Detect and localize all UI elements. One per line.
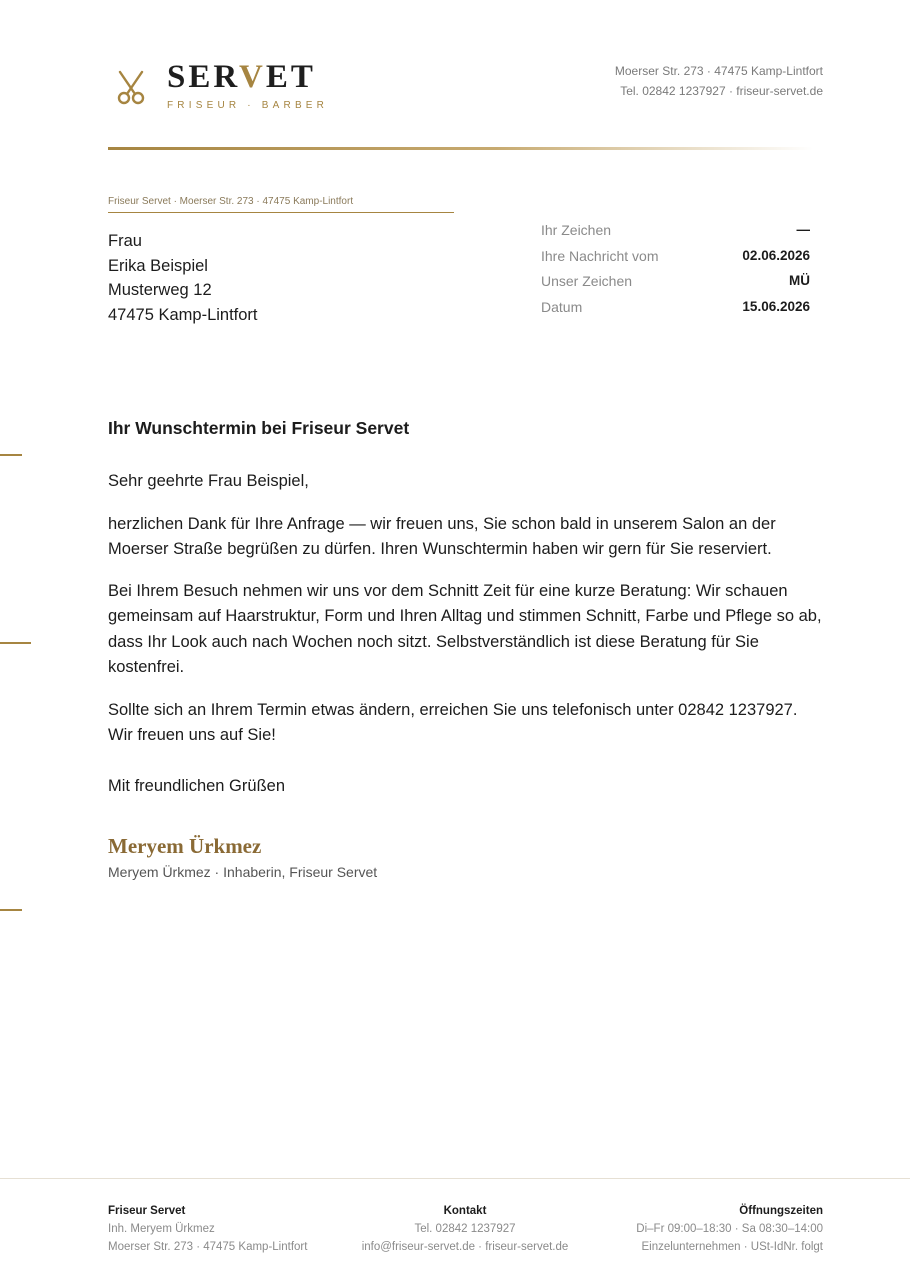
footer-line: Einzelunternehmen · USt-IdNr. folgt <box>641 1241 823 1253</box>
ref-label: Ihre Nachricht vom <box>541 247 659 264</box>
scissors-icon <box>116 70 148 106</box>
brand-logo-text <box>167 58 316 96</box>
brand-text-start: SER <box>167 59 240 95</box>
ref-value: 02.06.2026 <box>742 247 810 263</box>
ref-row-ihr-zeichen <box>541 219 810 245</box>
header-contact: Tel. 02842 1237927 · friseur-servet.de <box>620 84 823 98</box>
ref-row-unser-zeichen <box>541 270 810 296</box>
letter-paragraph: herzlichen Dank für Ihre Anfrage — wir freuen uns, Sie schon bald in unserem Salon an der Moerser Straße begrüßen zu dürfen. Ihren Wunschtermin haben wir gern für Sie reserviert. <box>108 515 776 559</box>
letter-subject: Ihr Wunschtermin bei Friseur Servet <box>108 418 410 438</box>
footer-line: info@friseur-servet.de · friseur-servet.de <box>361 1241 569 1253</box>
footer-company <box>108 1202 307 1256</box>
signer-role: Meryem Ürkmez · Inhaberin, Friseur Servet <box>108 864 378 880</box>
footer-heading: Friseur Servet <box>108 1205 186 1217</box>
fold-mark-bottom <box>0 909 22 911</box>
footer-hours <box>636 1202 823 1256</box>
brand-tagline: FRISEUR · BARBER <box>167 100 329 111</box>
fold-mark-top <box>0 454 22 456</box>
letter-paragraph: Bei Ihrem Besuch nehmen wir uns vor dem Schnitt Zeit für eine kurze Beratung: Wir schauen gemeinsam auf Haarstruktur, Form und Ihren Alltag und stimmen Schnitt, Farbe und Pflege so ab, dass Ihr Look auch nach Wochen noch sitzt. Selbstverständlich ist diese Beratung für Sie kostenfrei. <box>108 582 822 676</box>
ref-value: 15.06.2026 <box>742 298 810 314</box>
footer-divider <box>0 1178 910 1179</box>
ref-value: — <box>796 222 810 237</box>
letter-paragraph: Sollte sich an Ihrem Termin etwas ändern, erreichen Sie uns telefonisch unter 02842 1237927. Wir freuen uns auf Sie! <box>108 701 798 745</box>
recipient-name: Erika Beispiel <box>108 256 208 275</box>
letter-greeting: Sehr geehrte Frau Beispiel, <box>108 472 309 490</box>
brand-text-end: ET <box>265 59 316 95</box>
brand-text-accent: V <box>239 59 266 95</box>
ref-label: Ihr Zeichen <box>541 222 612 238</box>
header-address: Moerser Str. 273 · 47475 Kamp-Lintfort <box>614 64 823 78</box>
signature: Meryem Ürkmez <box>108 834 262 858</box>
sender-return-line: Friseur Servet · Moerser Str. 273 · 47475 Kamp-Lintfort <box>108 196 454 213</box>
ref-row-datum <box>541 296 810 322</box>
punch-mark <box>0 642 31 644</box>
letter-closing: Mit freundlichen Grüßen <box>108 777 285 795</box>
header-divider <box>108 147 813 150</box>
footer-contact <box>305 1202 625 1256</box>
recipient-city: 47475 Kamp-Lintfort <box>108 305 258 324</box>
recipient-street: Musterweg 12 <box>108 281 212 299</box>
reference-block <box>541 219 810 321</box>
ref-label: Unser Zeichen <box>541 273 633 289</box>
ref-value: MÜ <box>789 273 810 288</box>
footer-line: Tel. 02842 1237927 <box>414 1223 516 1235</box>
footer-heading: Öffnungszeiten <box>739 1205 823 1217</box>
ref-row-nachricht-vom <box>541 245 810 271</box>
footer-heading: Kontakt <box>443 1205 487 1217</box>
footer-line: Inh. Meryem Ürkmez <box>108 1223 215 1235</box>
recipient-salutation: Frau <box>108 232 142 250</box>
recipient-address <box>108 229 258 327</box>
footer-line: Moerser Str. 273 · 47475 Kamp-Lintfort <box>108 1241 308 1253</box>
ref-label: Datum <box>541 298 583 315</box>
footer-line: Di–Fr 09:00–18:30 · Sa 08:30–14:00 <box>636 1223 823 1235</box>
